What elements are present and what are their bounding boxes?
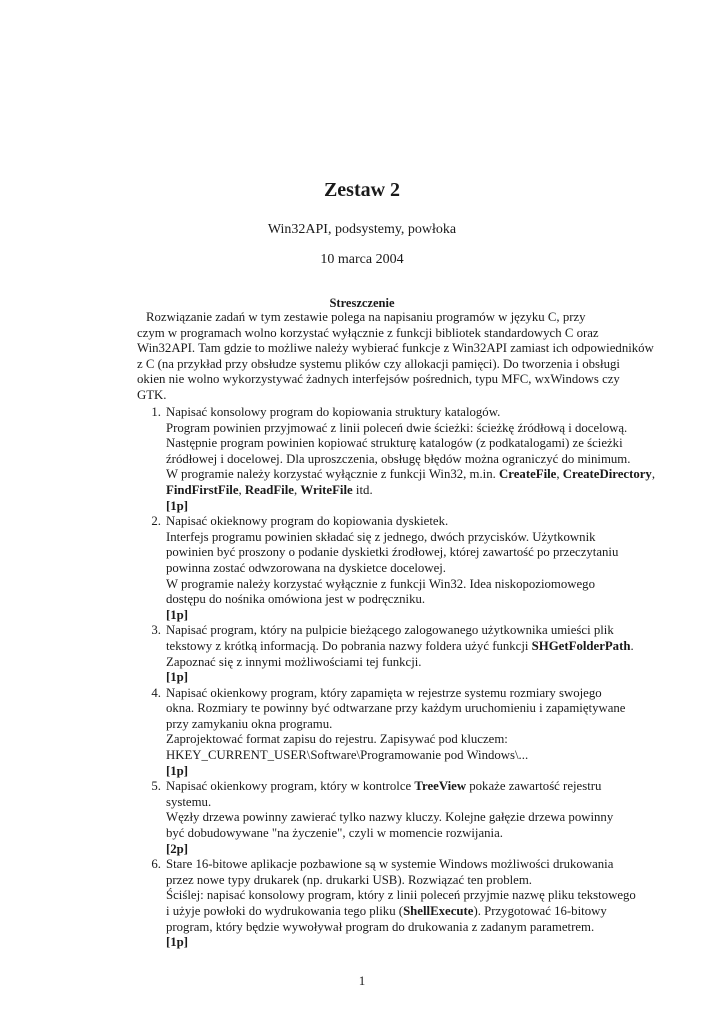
function-name: ShellExecute (403, 904, 474, 918)
page-number: 1 (358, 973, 366, 988)
task-text: ). Przygotować 16-bitowy (473, 904, 607, 918)
abstract-line: okien nie wolno wykorzystywać żadnych interfejsów pośrednich, typu MFC, wxWindows czy (137, 372, 620, 387)
task-line: Następnie program powinien kopiować strukturę katalogów (z podkatalogami) ze ścieżki (166, 436, 623, 451)
abstract-line: Win32API. Tam gdzie to możliwe należy wybierać funkcje z Win32API zamiast ich odpowiedników (137, 341, 654, 356)
task-number: 5. (151, 779, 161, 794)
task-item-6 (137, 857, 667, 951)
task-line: Zaprojektować format zapisu do rejestru. Zapisywać pod kluczem: (166, 732, 508, 747)
task-line (166, 483, 667, 499)
task-item-1 (137, 405, 667, 514)
task-line: przez nowe typy drukarek (np. drukarki USB). Rozwiązać ten problem. (166, 872, 533, 887)
separator: , (651, 467, 656, 482)
function-name: CreateFile (499, 467, 557, 482)
task-line: Zapoznać się z innymi możliwościami tej funkcji. (166, 654, 422, 669)
abstract-line: GTK. (137, 387, 167, 402)
task-text: tekstowy z krótką informacją. Do pobrania nazwy foldera użyć funkcji (166, 638, 532, 653)
task-line: Program powinien przyjmować z linii poleceń dwie ścieżki: ścieżkę źródłową i docelową. (166, 420, 628, 435)
task-number: 3. (151, 623, 161, 638)
function-name: WriteFile (300, 482, 353, 497)
task-text: i użyje powłoki do wydrukowania tego pliku ( (166, 904, 404, 918)
task-text: . (630, 638, 634, 653)
function-name: ReadFile (244, 482, 294, 497)
task-line (166, 639, 667, 655)
registry-key-path: HKEY_CURRENT_USER\Software\Programowanie pod Windows\... (166, 748, 529, 763)
task-points: [1p] (166, 670, 189, 685)
task-item-2 (137, 514, 667, 623)
task-text: pokaże zawartość rejestru (466, 779, 602, 794)
task-line (166, 467, 667, 483)
task-list (137, 405, 667, 951)
task-line: Napisać program, który na pulpicie bieżącego zalogowanego użytkownika umieści plik (166, 623, 614, 638)
abstract-line: z C (na przykład przy obsłudze systemu plików czy allokacji pamięci). Do tworzenia i obsługi (137, 356, 620, 371)
document-subtitle: Win32API, podsystemy, powłoka (267, 222, 457, 237)
abstract-heading: Streszczenie (329, 296, 395, 310)
task-line: Napisać okienkowy program, który zapamięta w rejestrze systemu rozmiary swojego (166, 685, 602, 700)
task-line: Napisać konsolowy program do kopiowania struktury katalogów. (166, 405, 501, 419)
task-item-3 (137, 623, 667, 685)
abstract-line: czym w programach wolno korzystać wyłącznie z funkcji bibliotek standardowych C oraz (137, 325, 599, 340)
function-name: FindFirstFile (166, 482, 239, 497)
task-points: [1p] (166, 763, 189, 778)
document-title: Zestaw 2 (323, 179, 401, 201)
task-item-5 (137, 779, 667, 857)
abstract-line: Rozwiązanie zadań w tym zestawie polega na napisaniu programów w języku C, przy (146, 310, 586, 324)
task-line: być dobudowywane "na życzenie", czyli w momencie rozwijania. (166, 826, 503, 841)
task-points: [1p] (166, 498, 189, 513)
task-line: powinien być proszony o podanie dyskietki źrodłowej, której zawartość po przeczytaniu (166, 545, 619, 560)
function-name: CreateDirectory (562, 467, 652, 482)
task-line: powinna zostać odwzorowana na dyskietce docelowej. (166, 560, 447, 575)
separator: , (238, 482, 245, 497)
task-points: [1p] (166, 935, 189, 950)
task-line: Stare 16-bitowe aplikacje pozbawione są w systemie Windows możliwości drukowania (166, 857, 614, 872)
separator: , (556, 467, 563, 482)
task-line: Ściślej: napisać konsolowy program, który z linii poleceń przyjmie nazwę pliku tekstowego (166, 888, 636, 903)
task-item-4 (137, 686, 667, 780)
task-line: dostępu do nośnika omówiona jest w podręczniku. (166, 592, 426, 607)
task-text: W programie należy korzystać wyłącznie z funkcji Win32, m.in. (166, 467, 500, 482)
task-text: Napisać okienkowy program, który w kontrolce (166, 779, 415, 794)
task-line: Węzły drzewa powinny zawierać tylko nazwy kluczy. Kolejne gałęzie drzewa powinny (166, 810, 614, 825)
task-number: 1. (151, 405, 161, 419)
task-points: [2p] (166, 841, 189, 856)
task-line: źródłowej i docelowej. Dla uproszczenia, obsługę błędów można ograniczyć do minimum. (166, 451, 631, 466)
task-line: systemu. (166, 794, 212, 809)
task-line (166, 904, 667, 920)
task-line: Interfejs programu powinien składać się z jednego, dwóch przycisków. Użytkownik (166, 529, 596, 544)
task-line: przy zamykaniu okna programu. (166, 716, 333, 731)
task-points: [1p] (166, 607, 189, 622)
task-text: itd. (352, 482, 373, 497)
task-number: 2. (151, 514, 161, 529)
function-name: SHGetFolderPath (531, 638, 631, 653)
task-line: Napisać okieknowy program do kopiowania dyskietek. (166, 514, 449, 529)
task-line: okna. Rozmiary te powinny być odtwarzane przy każdym uruchomieniu i zapamiętywane (166, 701, 626, 716)
document-date: 10 marca 2004 (320, 252, 404, 267)
task-line: program, który będzie wywoływał program do drukowania z zadanym parametrem. (166, 919, 595, 934)
abstract-body (137, 310, 654, 404)
task-number: 4. (151, 685, 161, 700)
function-name: TreeView (414, 779, 467, 794)
separator: , (293, 482, 301, 497)
task-line: W programie należy korzystać wyłącznie z funkcji Win32. Idea niskopoziomowego (166, 576, 595, 591)
task-line (166, 779, 667, 795)
task-number: 6. (151, 857, 161, 872)
